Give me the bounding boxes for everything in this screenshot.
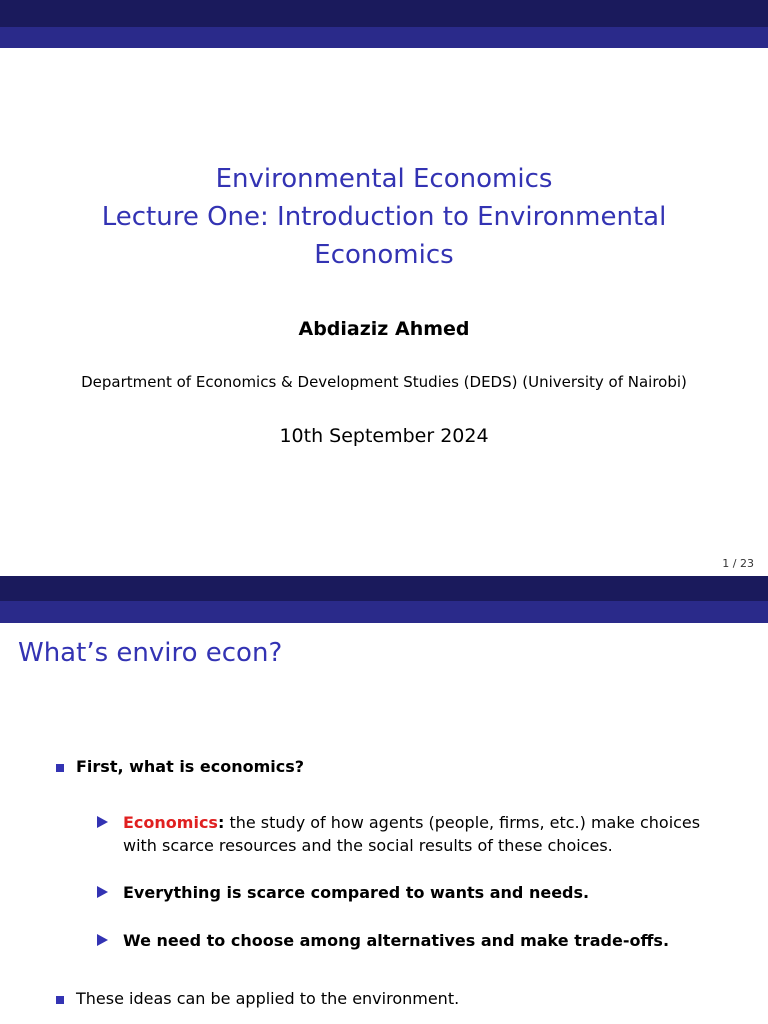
triangle-bullet-icon — [97, 934, 108, 946]
title-line-1: Environmental Economics — [215, 164, 553, 194]
header-bar-light — [0, 27, 768, 48]
author-name: Abdiaziz Ahmed — [298, 318, 470, 340]
title-line-2: Lecture One: Introduction to Environmental — [101, 202, 667, 232]
page-number: 1 / 23 — [722, 557, 754, 570]
square-bullet-icon — [56, 764, 64, 772]
economics-definition: the study of how agents (people, firms, etc.) make choices with scarce resources and the social results of these choices. — [123, 813, 701, 855]
presentation-date: 10th September 2024 — [279, 425, 489, 447]
sub-bullet-text: We need to choose among alternatives and make trade-offs. — [123, 931, 670, 950]
header-bar-light — [0, 601, 768, 623]
term-colon: : — [217, 813, 225, 832]
sub-bullet-text — [123, 811, 723, 857]
institute: Department of Economics & Development Studies (DEDS) (University of Nairobi) — [81, 373, 687, 391]
title-line-3: Economics — [314, 240, 454, 270]
presentation-title — [0, 160, 768, 274]
frame-title: What’s enviro econ? — [18, 638, 283, 668]
triangle-bullet-icon — [97, 816, 108, 828]
triangle-bullet-icon — [97, 886, 108, 898]
content-slide — [0, 576, 768, 1024]
sub-bullet-text: Everything is scarce compared to wants and needs. — [123, 883, 590, 902]
bullet-text: These ideas can be applied to the environment. — [76, 989, 460, 1008]
header-bar-dark — [0, 0, 768, 27]
bullet-text: First, what is economics? — [76, 757, 305, 776]
header-bar-dark — [0, 576, 768, 601]
economics-term: Economics — [123, 813, 218, 832]
square-bullet-icon — [56, 996, 64, 1004]
